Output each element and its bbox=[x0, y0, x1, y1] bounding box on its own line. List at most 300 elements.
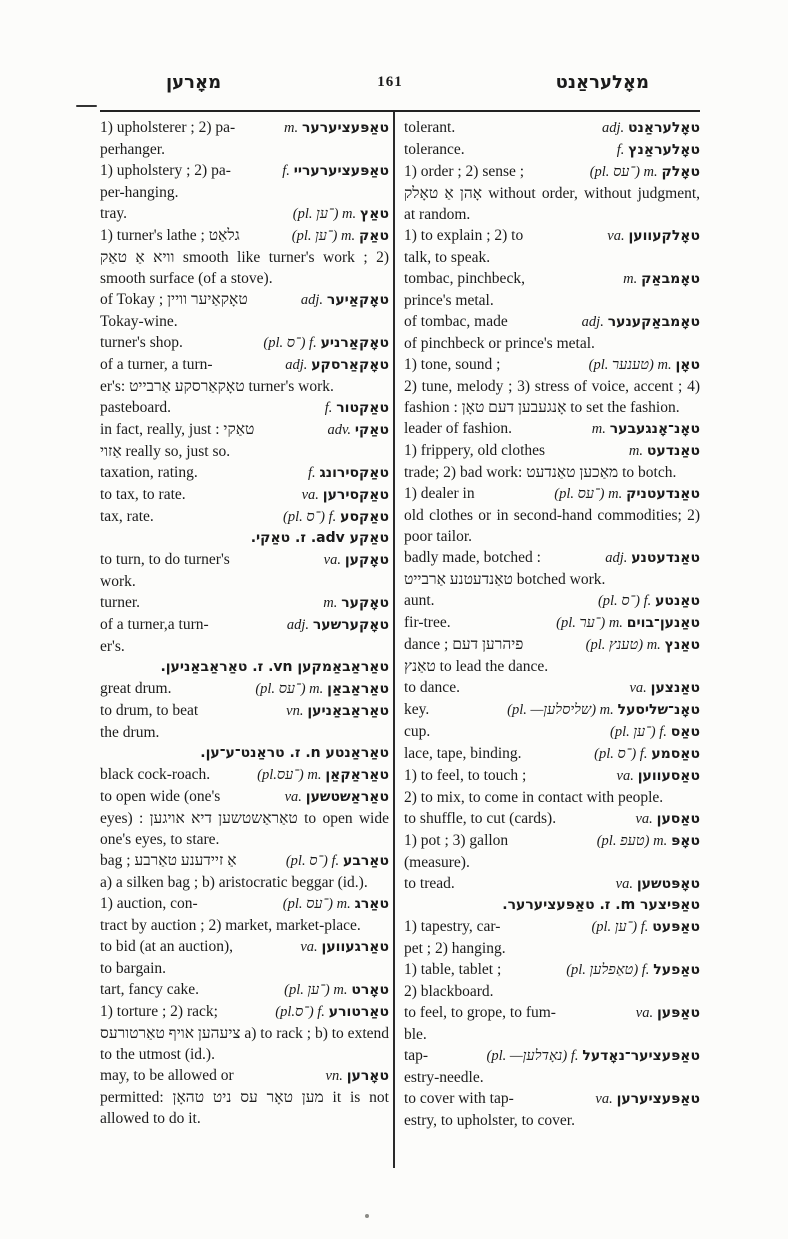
entry-headword-side bbox=[611, 765, 700, 787]
entry-headword-side bbox=[599, 547, 700, 569]
entry-headword: טאָן bbox=[675, 357, 700, 373]
entry-headword: טאַפּעציער־נאָדעל bbox=[582, 1048, 700, 1064]
entry-gloss: tolerant. bbox=[404, 119, 456, 136]
header-catchword-left: מאָרען bbox=[166, 72, 222, 93]
entry-continuation: old clothes or in second-hand commodities; 2) poor tailor. bbox=[404, 507, 700, 545]
entry-headword: טאַקי bbox=[354, 422, 389, 438]
entry-headword-side bbox=[278, 979, 389, 1001]
dictionary-entry bbox=[404, 959, 700, 1002]
entry-gloss: 1) auction, con- bbox=[100, 895, 198, 912]
entry-first-line bbox=[404, 612, 700, 634]
entry-first-line bbox=[404, 743, 700, 765]
entry-continuation: er's. bbox=[100, 638, 125, 655]
entry-grammar-tag: (pl. ־ען) m. bbox=[292, 206, 357, 222]
entry-grammar-tag: (pl. ־עס) m. bbox=[282, 896, 351, 912]
scan-artifact-dot bbox=[365, 1214, 369, 1218]
entry-continuation: ציעהען אויף טאַרטורעס a) to rack ; b) to extend to the utmost (id.). bbox=[100, 1025, 389, 1063]
entry-gloss: 1) order ; 2) sense ; bbox=[404, 163, 525, 180]
entry-headword-side bbox=[302, 462, 389, 484]
entry-headword-side bbox=[279, 786, 389, 808]
entry-grammar-tag: va. bbox=[301, 487, 319, 503]
entry-continuation: טאַנדעטנע אַרבייט botched work. bbox=[404, 571, 606, 588]
entry-headword: טאַנדעטניק bbox=[626, 486, 700, 502]
entry-headword: טאַרגעווען bbox=[321, 939, 389, 955]
entry-headword: טאָקאַרסקע bbox=[311, 357, 389, 373]
entry-grammar-tag: (pl. ־ס) f. bbox=[285, 853, 340, 869]
entry-gloss: of a turner,a turn- bbox=[100, 616, 209, 633]
entry-grammar-tag: adj. bbox=[285, 357, 308, 373]
dictionary-entry bbox=[100, 764, 389, 786]
entry-headword-side bbox=[585, 916, 700, 938]
dictionary-entry bbox=[404, 418, 700, 440]
entry-gloss: tart, fancy cake. bbox=[100, 981, 199, 998]
cross-reference-line: טאַפּיצער m. ז. טאַפּעציערער. bbox=[502, 897, 700, 913]
entry-gloss: 1) frippery, old clothes bbox=[404, 442, 546, 459]
entry-gloss: cup. bbox=[404, 723, 431, 740]
entry-first-line bbox=[100, 117, 389, 139]
cross-reference-line: טאַראַנטע n. ז. טראַנט־ע־ען. bbox=[200, 745, 389, 761]
entry-grammar-tag: f. bbox=[324, 400, 333, 416]
entry-grammar-tag: (pl. טאַפלען) f. bbox=[566, 962, 650, 978]
entry-headword: טאָרען bbox=[346, 1068, 389, 1084]
entry-headword-side bbox=[591, 830, 700, 852]
entry-grammar-tag: va. bbox=[607, 228, 625, 244]
entry-continuation: estry, to upholster, to cover. bbox=[404, 1112, 575, 1129]
entry-continuation: 2) blackboard. bbox=[404, 983, 494, 1000]
entry-grammar-tag: va. bbox=[615, 876, 633, 892]
entry-continuation: (measure). bbox=[404, 854, 470, 871]
entry-headword-side bbox=[319, 397, 389, 419]
entry-first-line bbox=[100, 289, 389, 311]
entry-headword: טאָקאַיער bbox=[326, 292, 389, 308]
entry-headword-side bbox=[588, 743, 700, 765]
entry-continuation: perhanger. bbox=[100, 141, 165, 158]
entry-gloss: may, to be allowed or bbox=[100, 1067, 234, 1084]
dictionary-entry bbox=[100, 462, 389, 484]
entry-grammar-tag: va. bbox=[300, 939, 318, 955]
entry-first-line bbox=[100, 462, 389, 484]
entry-headword-side bbox=[286, 225, 389, 247]
dictionary-entry bbox=[100, 936, 389, 979]
entry-headword-side bbox=[610, 873, 700, 895]
entry-gloss: key. bbox=[404, 701, 430, 718]
dictionary-entry bbox=[404, 354, 700, 418]
entry-gloss: fir-tree. bbox=[404, 614, 451, 631]
dictionary-entry bbox=[100, 160, 389, 203]
entry-continuation: 2) to mix, to come in contact with people. bbox=[404, 789, 664, 806]
dictionary-entry bbox=[100, 657, 389, 678]
entry-headword: טאַראַשטשען bbox=[305, 789, 389, 805]
entry-first-line bbox=[404, 1088, 700, 1110]
entry-headword: טאַפעל bbox=[653, 962, 700, 978]
entry-gloss: 1) pot ; 3) gallon bbox=[404, 832, 509, 849]
entry-grammar-tag: adv. bbox=[327, 422, 351, 438]
entry-first-line bbox=[100, 484, 389, 506]
entry-grammar-tag: m. bbox=[591, 421, 606, 437]
dictionary-entry bbox=[100, 549, 389, 592]
entry-headword-side bbox=[281, 614, 389, 636]
entry-gloss: to drum, to beat bbox=[100, 702, 199, 719]
entry-continuation: אָהן אַ טאָלק without order, without judgment, at random. bbox=[404, 185, 701, 223]
entry-headword: טאַרבע bbox=[343, 853, 389, 869]
entry-first-line bbox=[100, 225, 389, 247]
entry-gloss: to dance. bbox=[404, 679, 460, 696]
dictionary-entry bbox=[100, 786, 389, 850]
entry-first-line bbox=[404, 699, 700, 721]
entry-continuation: of pinchbeck or prince's metal. bbox=[404, 335, 595, 352]
entry-gloss: to shuffle, to cut (cards). bbox=[404, 810, 557, 827]
entry-grammar-tag: (pl. ־ס) f. bbox=[282, 509, 337, 525]
entry-gloss: badly made, botched : bbox=[404, 549, 541, 566]
entry-gloss: leader of fashion. bbox=[404, 420, 513, 437]
entry-gloss: aunt. bbox=[404, 592, 435, 609]
column-divider bbox=[393, 112, 395, 1168]
entry-gloss: 1) torture ; 2) rack; bbox=[100, 1003, 218, 1020]
dictionary-entry bbox=[404, 117, 700, 139]
cross-reference-line: טאַראַבאַמקען vn. ז. טאַראַבאַניען. bbox=[160, 659, 389, 675]
entry-grammar-tag: (pl.־ס) f. bbox=[275, 1004, 325, 1020]
dictionary-entry bbox=[100, 850, 389, 893]
entry-gloss: 1) tapestry, car- bbox=[404, 918, 501, 935]
entry-headword-side bbox=[550, 612, 700, 634]
entry-headword-side bbox=[279, 354, 389, 376]
entry-grammar-tag: adj. bbox=[605, 550, 628, 566]
entry-headword: טאַנדעטנע bbox=[631, 550, 700, 566]
entry-headword: טאַסען bbox=[656, 811, 700, 827]
entry-headword-side bbox=[611, 139, 700, 161]
entry-headword: טאָמבאַק bbox=[641, 271, 700, 287]
entry-gloss: 1) turner's lathe ; גלאַט bbox=[100, 227, 240, 244]
dictionary-entry bbox=[100, 225, 389, 289]
entry-first-line bbox=[100, 160, 389, 182]
entry-headword-side bbox=[560, 959, 700, 981]
entry-headword: טאַפּעציערעריי bbox=[293, 163, 389, 179]
entry-headword: טאַנץ bbox=[664, 637, 700, 653]
entry-grammar-tag: m. bbox=[284, 120, 299, 136]
entry-headword-side bbox=[629, 808, 700, 830]
dictionary-entry bbox=[404, 895, 700, 916]
entry-gloss: to cover with tap- bbox=[404, 1090, 514, 1107]
entry-continuation: אַזוי really so, just so. bbox=[100, 443, 231, 460]
entry-first-line bbox=[100, 936, 389, 958]
entry-grammar-tag: (pl. ־ען) f. bbox=[591, 919, 649, 935]
dictionary-entry bbox=[404, 830, 700, 873]
entry-grammar-tag: adj. bbox=[581, 314, 604, 330]
entry-grammar-tag: f. bbox=[282, 163, 290, 179]
entry-first-line bbox=[100, 549, 389, 571]
entry-headword-side bbox=[251, 764, 389, 786]
entry-headword-side bbox=[592, 590, 700, 612]
entry-gloss: great drum. bbox=[100, 680, 172, 697]
dictionary-entry bbox=[404, 225, 700, 268]
entry-grammar-tag: (pl. ־עס) m. bbox=[554, 486, 623, 502]
dictionary-entry bbox=[404, 873, 700, 895]
entry-headword-side bbox=[576, 311, 700, 333]
entry-first-line bbox=[100, 614, 389, 636]
entry-gloss: taxation, rating. bbox=[100, 464, 198, 481]
header-rule bbox=[100, 110, 700, 112]
entry-headword-side bbox=[280, 850, 389, 872]
entry-headword-side bbox=[276, 160, 389, 182]
entry-gloss: of Tokay ; טאָקאַיער וויין bbox=[100, 291, 248, 308]
entry-headword-side bbox=[318, 549, 389, 571]
entry-first-line bbox=[404, 268, 700, 290]
entry-grammar-tag: va. bbox=[635, 1005, 654, 1021]
entry-headword: טאַקסע bbox=[340, 509, 389, 525]
entry-headword-side bbox=[295, 289, 389, 311]
dictionary-entry bbox=[100, 743, 389, 764]
entry-first-line bbox=[100, 786, 389, 808]
entry-first-line bbox=[100, 979, 389, 1001]
entry-headword-side bbox=[280, 700, 389, 722]
dictionary-entry bbox=[404, 765, 700, 808]
entry-first-line bbox=[100, 764, 389, 786]
entry-gloss: 1) table, tablet ; bbox=[404, 961, 502, 978]
entry-headword-side bbox=[287, 203, 389, 225]
dictionary-entry bbox=[100, 203, 389, 225]
entry-continuation: per-hanging. bbox=[100, 184, 179, 201]
entry-headword-side bbox=[596, 117, 700, 139]
dictionary-entry bbox=[100, 117, 389, 160]
entry-first-line bbox=[404, 721, 700, 743]
entry-gloss: in fact, really, just : טאַקי bbox=[100, 421, 255, 438]
entry-grammar-tag: m. bbox=[623, 271, 638, 287]
page-header bbox=[76, 70, 704, 100]
entry-first-line bbox=[404, 225, 700, 247]
entry-grammar-tag: (pl. ־ען) m. bbox=[291, 228, 356, 244]
entry-gloss: tax, rate. bbox=[100, 508, 154, 525]
dictionary-entry bbox=[100, 614, 389, 657]
entry-first-line bbox=[404, 547, 700, 569]
entry-grammar-tag: va. bbox=[635, 811, 653, 827]
entry-headword: טאָנ־שליסעל bbox=[617, 702, 700, 718]
dictionary-entry bbox=[404, 612, 700, 634]
dictionary-entry bbox=[100, 1065, 389, 1129]
entry-grammar-tag: adj. bbox=[286, 617, 309, 633]
entry-headword-side bbox=[617, 268, 700, 290]
entry-headword-side bbox=[317, 592, 389, 614]
dictionary-entry bbox=[100, 419, 389, 462]
entry-headword-side bbox=[580, 634, 700, 656]
dictionary-entry bbox=[100, 484, 389, 506]
entry-headword: טאָרט bbox=[351, 982, 389, 998]
entry-first-line bbox=[404, 830, 700, 852]
entry-first-line bbox=[100, 354, 389, 376]
entry-grammar-tag: va. bbox=[629, 680, 647, 696]
entry-first-line bbox=[404, 1045, 700, 1067]
entry-first-line bbox=[404, 590, 700, 612]
dictionary-entry bbox=[404, 483, 700, 547]
entry-first-line bbox=[100, 678, 389, 700]
entry-continuation: tract by auction ; 2) market, market-place. bbox=[100, 917, 361, 934]
entry-continuation: permitted: מען טאָר עס ניט טהאָן it is not allowed to do it. bbox=[100, 1089, 389, 1127]
entry-headword: טאָמבאַקענער bbox=[607, 314, 700, 330]
entry-continuation: the drum. bbox=[100, 724, 160, 741]
dictionary-entry bbox=[404, 743, 700, 765]
entry-continuation: Tokay-wine. bbox=[100, 313, 178, 330]
entry-grammar-tag: (pl.־עס) m. bbox=[257, 767, 322, 783]
entry-grammar-tag: f. bbox=[616, 142, 625, 158]
entry-gloss: of a turner, a turn- bbox=[100, 356, 213, 373]
entry-headword: טאָפּ bbox=[671, 833, 700, 849]
entry-grammar-tag: (pl. ־עס) m. bbox=[255, 681, 324, 697]
dictionary-entry bbox=[404, 916, 700, 959]
entry-first-line bbox=[100, 397, 389, 419]
dictionary-entry bbox=[404, 139, 700, 161]
entry-grammar-tag: (pl. ־ס) f. bbox=[594, 746, 648, 762]
entry-headword-side bbox=[257, 332, 389, 354]
entry-first-line bbox=[404, 873, 700, 895]
entry-headword: טאָלקעווען bbox=[628, 228, 700, 244]
entry-continuation: ble. bbox=[404, 1026, 427, 1043]
dictionary-entry bbox=[100, 700, 389, 743]
entry-first-line bbox=[100, 893, 389, 915]
entry-grammar-tag: (pl. ־ס) f. bbox=[597, 593, 652, 609]
entry-headword-side bbox=[294, 936, 389, 958]
entry-first-line bbox=[100, 506, 389, 528]
page-number: 161 bbox=[377, 74, 403, 90]
entry-headword: טאַראַבאַן bbox=[327, 681, 389, 697]
entry-headword-side bbox=[278, 117, 389, 139]
entry-first-line bbox=[100, 203, 389, 225]
entry-grammar-tag: va. bbox=[323, 552, 341, 568]
entry-gloss: to open wide (one's bbox=[100, 788, 221, 805]
entry-gloss: tray. bbox=[100, 205, 127, 222]
entry-grammar-tag: f. bbox=[307, 465, 316, 481]
entry-first-line bbox=[404, 161, 700, 183]
entry-headword: טאַפּען bbox=[656, 1005, 700, 1021]
dictionary-entry bbox=[404, 440, 700, 483]
entry-grammar-tag: m. bbox=[628, 443, 644, 459]
column-right bbox=[404, 117, 700, 1131]
entry-headword-side bbox=[501, 699, 700, 721]
entry-grammar-tag: (pl. טעפ) m. bbox=[596, 833, 668, 849]
dictionary-entry bbox=[404, 1002, 700, 1045]
entry-headword: טאַנצען bbox=[650, 680, 700, 696]
entry-gloss: to tax, to rate. bbox=[100, 486, 186, 503]
entry-grammar-tag: (pl. טענץ) m. bbox=[585, 637, 661, 653]
entry-first-line bbox=[404, 677, 700, 699]
entry-headword: טאַפּעציערער bbox=[301, 120, 389, 136]
entry-headword: טאַקסירען bbox=[322, 487, 389, 503]
entry-gloss: 1) dealer in bbox=[404, 485, 475, 502]
dictionary-entry bbox=[100, 893, 389, 936]
dictionary-entry bbox=[404, 721, 700, 743]
entry-headword: טאַץ bbox=[360, 206, 389, 222]
entry-first-line bbox=[100, 850, 389, 872]
entry-gloss: bag ; אַ זיידענע טאַרבע bbox=[100, 852, 237, 869]
entry-continuation: prince's metal. bbox=[404, 292, 494, 309]
cross-reference-line: טאַקע adv. ז. טאַקי. bbox=[250, 530, 389, 546]
entry-headword-side bbox=[630, 1002, 700, 1024]
entry-headword: טאָלעראַנט bbox=[628, 120, 700, 136]
entry-headword: טאָקערשער bbox=[312, 617, 389, 633]
entry-continuation: וויא אַ טאַק smooth like turner's work ; 2) smooth surface (of a stove). bbox=[100, 249, 389, 287]
entry-continuation: a) a silken bag ; b) aristocratic beggar (id.). bbox=[100, 874, 368, 891]
entry-grammar-tag: vn. bbox=[286, 703, 304, 719]
entry-continuation: eyes) : טאַראַשטשען דיא אויגען to open wide one's eyes, to stare. bbox=[100, 810, 389, 848]
entry-continuation: estry-needle. bbox=[404, 1069, 484, 1086]
entry-headword: טאַקסירונג bbox=[319, 465, 389, 481]
entry-first-line bbox=[100, 332, 389, 354]
entry-headword-side bbox=[623, 677, 700, 699]
entry-continuation: to bargain. bbox=[100, 960, 167, 977]
dictionary-entry bbox=[404, 547, 700, 590]
entry-grammar-tag: (pl. ־ס) f. bbox=[263, 335, 317, 351]
dictionary-entry bbox=[100, 592, 389, 614]
entry-headword-side bbox=[604, 721, 700, 743]
entry-gloss: lace, tape, binding. bbox=[404, 745, 522, 762]
entry-grammar-tag: vn. bbox=[325, 1068, 343, 1084]
entry-gloss: 1) upholstery ; 2) pa- bbox=[100, 162, 231, 179]
entry-first-line bbox=[100, 592, 389, 614]
entry-grammar-tag: (pl. ־ען) f. bbox=[609, 724, 667, 740]
entry-headword: טאַנטע bbox=[655, 593, 700, 609]
dictionary-entry bbox=[100, 332, 389, 354]
entry-headword: טאַקטור bbox=[336, 400, 389, 416]
entry-gloss: black cock-roach. bbox=[100, 766, 211, 783]
entry-headword-side bbox=[277, 506, 389, 528]
dictionary-entry bbox=[404, 808, 700, 830]
dictionary-entry bbox=[100, 506, 389, 528]
entry-first-line bbox=[404, 440, 700, 462]
entry-continuation: 2) tune, melody ; 3) stress of voice, accent ; 4) fashion : אָנגעבען דעם טאָן to set the fashion. bbox=[404, 378, 700, 416]
entry-headword: טאַסעווען bbox=[637, 768, 700, 784]
entry-headword-side bbox=[583, 354, 700, 376]
entry-headword-side bbox=[548, 483, 700, 505]
entry-gloss: to turn, to do turner's bbox=[100, 551, 230, 568]
entry-headword: טאַראַבאַניען bbox=[307, 703, 389, 719]
entry-continuation: trade; 2) bad work: מאַכען טאַנדעט to botch. bbox=[404, 464, 677, 481]
entry-headword: טאַנען־בוים bbox=[626, 615, 700, 631]
entry-headword-side bbox=[296, 484, 389, 506]
entry-first-line bbox=[100, 419, 389, 441]
dictionary-entry bbox=[404, 590, 700, 612]
entry-headword: טאָפּטשען bbox=[636, 876, 700, 892]
dictionary-entry bbox=[100, 397, 389, 419]
dictionary-entry bbox=[100, 678, 389, 700]
entry-headword-side bbox=[601, 225, 700, 247]
entry-headword: טאַפּעט bbox=[652, 919, 700, 935]
entry-first-line bbox=[100, 1065, 389, 1087]
column-left bbox=[100, 117, 389, 1129]
header-catchword-right: מאָלעראַנט bbox=[555, 72, 649, 93]
entry-gloss: of tombac, made bbox=[404, 313, 508, 330]
entry-headword: טאַרג bbox=[354, 896, 389, 912]
entry-gloss: to feel, to grope, to fum- bbox=[404, 1004, 556, 1021]
entry-grammar-tag: (pl. —נאָדלען) f. bbox=[486, 1048, 579, 1064]
entry-gloss: 1) upholsterer ; 2) pa- bbox=[100, 119, 236, 136]
entry-grammar-tag: (pl. —שליסלען) m. bbox=[507, 702, 614, 718]
entry-gloss: tap- bbox=[404, 1047, 429, 1064]
entry-headword-side bbox=[623, 440, 700, 462]
entry-continuation: work. bbox=[100, 573, 136, 590]
entry-continuation: pet ; 2) hanging. bbox=[404, 940, 506, 957]
dictionary-entry bbox=[100, 354, 389, 397]
entry-gloss: 1) tone, sound ; bbox=[404, 356, 501, 373]
entry-grammar-tag: adj. bbox=[300, 292, 324, 308]
entry-first-line bbox=[404, 117, 700, 139]
entry-headword-side bbox=[269, 1001, 389, 1023]
entry-grammar-tag: (pl. ־ער) m. bbox=[556, 615, 623, 631]
entry-headword: טאָקען bbox=[344, 552, 389, 568]
entry-first-line bbox=[404, 483, 700, 505]
entry-grammar-tag: (pl. טענער) m. bbox=[588, 357, 672, 373]
entry-first-line bbox=[404, 418, 700, 440]
dictionary-entry bbox=[404, 311, 700, 354]
dictionary-entry bbox=[404, 161, 700, 225]
entry-continuation: talk, to speak. bbox=[404, 249, 491, 266]
